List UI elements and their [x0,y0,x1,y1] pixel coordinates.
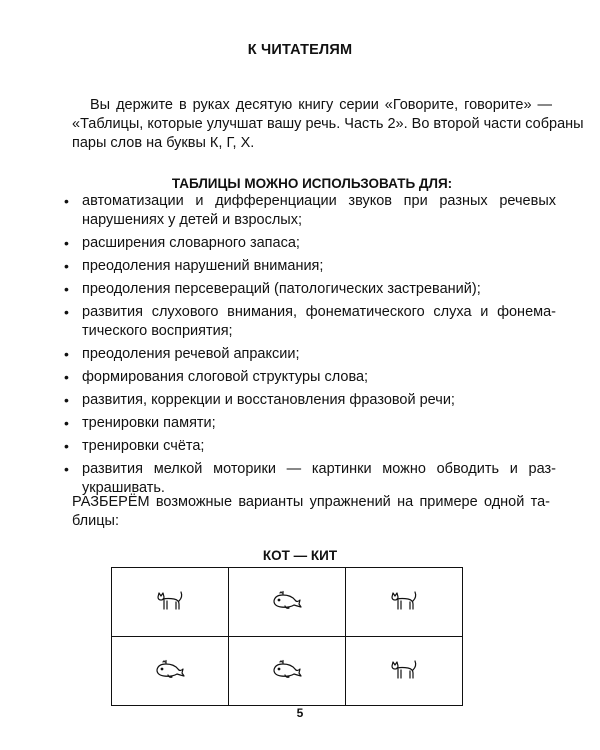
table-cell [346,637,463,706]
table-cell [112,637,229,706]
bullet-icon: • [64,235,69,251]
bullet-icon: • [64,304,69,320]
table-cell [229,568,346,637]
bullet-icon: • [64,258,69,274]
list-item [56,391,556,410]
page-heading: К ЧИТАТЕЛЯМ [247,42,353,58]
cat-icon [389,667,419,684]
bullet-icon: • [64,193,69,209]
intro-line: «Таблицы, которые улучшат вашу речь. Часть 2». Во второй части собраны [72,116,584,132]
bullet-icon: • [64,392,69,408]
list-item-line: нарушениях у детей и взрослых; [82,212,303,228]
list-item [56,192,556,230]
list-item-line: расширения словарного запаса; [82,235,300,251]
bullet-icon: • [64,369,69,385]
bullet-icon: • [64,281,69,297]
list-item [56,303,556,341]
analyze-paragraph [72,493,550,531]
bullet-icon: • [64,438,69,454]
bullet-icon: • [64,415,69,431]
list-item [56,414,556,433]
analyze-line: РАЗБЕРЁМ возможные варианты упражнений на примере одной та- [72,494,550,510]
list-item [56,234,556,253]
list-item [56,368,556,387]
list-item-line: преодоления речевой апраксии; [82,346,300,362]
cat-icon [389,598,419,615]
list-item [56,280,556,299]
table-cell [346,568,463,637]
list-item-line: формирования слоговой структуры слова; [82,369,369,385]
table-title: КОТ — КИТ [262,548,338,563]
bullet-icon: • [64,346,69,362]
list-item [56,345,556,364]
analyze-line: блицы: [72,513,119,529]
list-item-line: преодоления персевераций (патологических застреваний); [82,281,481,297]
picture-table [111,567,463,706]
table-row [112,637,463,706]
list-item-line: развития, коррекции и восстановления фразовой речи; [82,392,455,408]
list-item-line: тренировки памяти; [82,415,216,431]
whale-icon [271,597,303,614]
list-item-line: развития мелкой моторики — картинки можно обводить и раз- [82,461,556,477]
page-number: 5 [296,706,304,720]
list-item-line: тренировки счёта; [82,438,205,454]
bullet-icon: • [64,461,69,477]
list-item-line: автоматизации и дифференциации звуков при разных речевых [82,193,556,209]
list-item [56,437,556,456]
cat-icon [155,598,185,615]
uses-heading: ТАБЛИЦЫ МОЖНО ИСПОЛЬЗОВАТЬ ДЛЯ: [171,176,453,191]
intro-line: Вы держите в руках десятую книгу серии «Говорите, говорите» — [90,97,552,113]
intro-line: пары слов на буквы К, Г, Х. [72,135,255,151]
list-item-line: тического восприятия; [82,323,233,339]
list-item-line: украшивать. [82,480,165,496]
whale-icon [271,666,303,683]
list-item [56,257,556,276]
uses-list [56,192,556,502]
intro-paragraph [72,96,584,153]
whale-icon [154,666,186,683]
table-cell [112,568,229,637]
list-item-line: развития слухового внимания, фонематического слуха и фонема- [82,304,556,320]
table-cell [229,637,346,706]
table-row [112,568,463,637]
list-item-line: преодоления нарушений внимания; [82,258,324,274]
